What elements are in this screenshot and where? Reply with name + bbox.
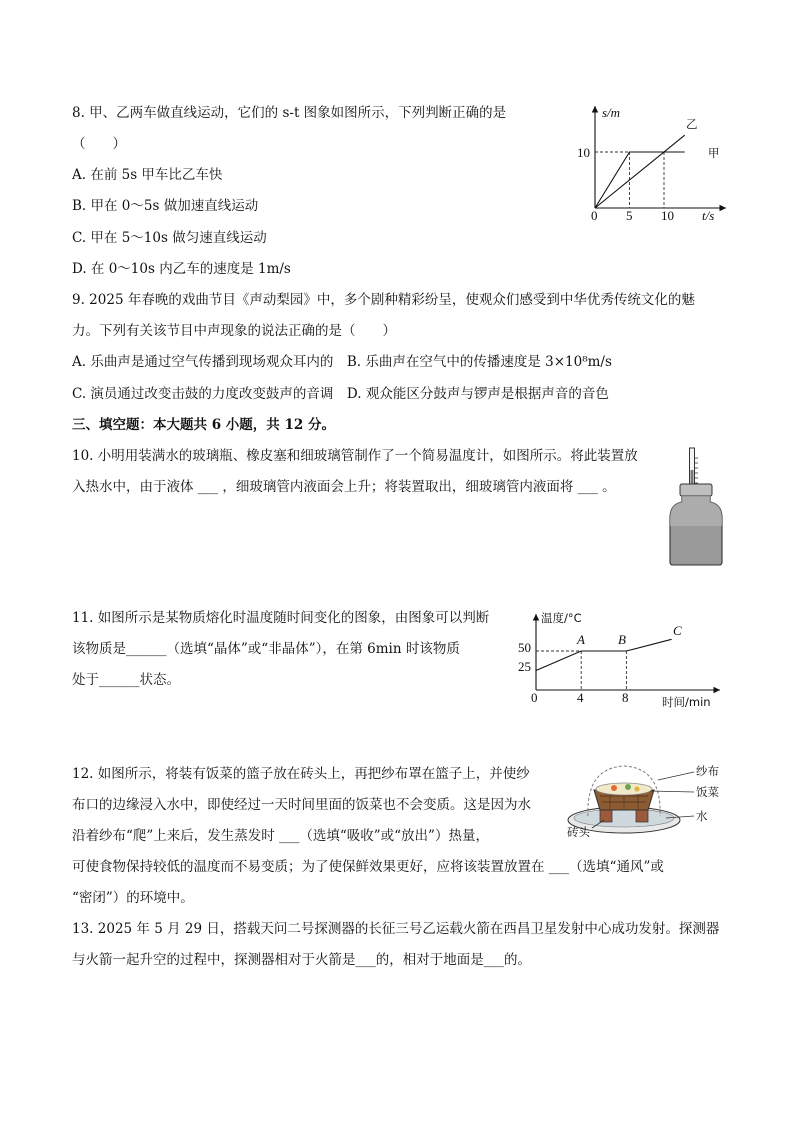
q10-line1: 10. 小明用装满水的玻璃瓶、橡皮塞和细玻璃管制作了一个简易温度计，如图所示。将此装置放	[72, 448, 638, 464]
st-x-label: t/s	[702, 208, 715, 223]
st-series	[595, 135, 685, 208]
food-pile	[596, 783, 652, 795]
melt-y-label: 温度/°C	[541, 611, 582, 625]
melt-y-tick-50: 50	[518, 640, 531, 655]
st-y-label: s/m	[602, 105, 621, 120]
st-origin: 0	[591, 208, 598, 223]
q12-line2: 布口的边缘浸入水中，即使经过一天时间里面的饭菜也不会变质。这是因为水	[72, 797, 531, 813]
q12-line3: 沿着纱布“爬”上来后，发生蒸发时 ___（选填“吸收”或“放出”）热量，	[72, 828, 489, 844]
st-label-jia: 甲	[708, 146, 720, 160]
q13-line2: 与火箭一起升空的过程中，探测器相对于火箭是___的，相对于地面是___的。	[72, 952, 531, 968]
label-food: 饭菜	[696, 785, 719, 799]
st-series-line-1	[595, 135, 685, 208]
st-x-tick-10: 10	[661, 208, 674, 223]
melt-point-b: B	[618, 632, 626, 647]
st-graph	[568, 98, 738, 226]
q9-line1: 9. 2025 年春晚的戏曲节目《声动梨园》中，多个剧种精彩纷呈，使观众们感受到中华优秀传统文化的魅	[72, 292, 695, 308]
q8-paren: （ ）	[72, 136, 126, 152]
q8-option-a: A. 在前 5s 甲车比乙车快	[72, 167, 223, 183]
label-brick: 砖头	[567, 825, 590, 839]
q8-stem: 8. 甲、乙两车做直线运动，它们的 s-t 图象如图所示，下列判断正确的是	[72, 105, 507, 121]
melt-guides	[536, 651, 626, 690]
melt-point-a: A	[577, 632, 585, 647]
q10-line2: 入热水中，由于液体 ___ ，细玻璃管内液面会上升；将装置取出，细玻璃管内液面将 ___ 。	[72, 479, 616, 495]
q12-line4: 可使食物保持较低的温度而不易变质；为了使保鲜效果更好，应将该装置放置在 ___（选填“通风”或	[72, 859, 664, 875]
q8-option-c: C. 甲在 5～10s 做匀速直线运动	[72, 230, 267, 246]
q9-row2: C. 演员通过改变击鼓的力度改变鼓声的音调 D. 观众能区分鼓声与锣声是根据声音的音色	[72, 386, 609, 402]
q9-row1: A. 乐曲声是通过空气传播到现场观众耳内的 B. 乐曲声在空气中的传播速度是 3×10⁸m/s	[72, 354, 612, 370]
section-heading: 三、填空题：本大题共 6 小题，共 12 分。	[72, 417, 335, 433]
st-x-tick-5: 5	[626, 208, 633, 223]
q9-line2: 力。下列有关该节目中声现象的说法正确的是（ ）	[72, 323, 396, 339]
label-water: 水	[696, 809, 708, 823]
melt-series-line-0	[536, 639, 672, 670]
melt-y-tick-25: 25	[518, 659, 531, 674]
q11-line2: 该物质是______（选填“晶体”或“非晶体”），在第 6min 时该物质	[72, 641, 460, 657]
q11-line3: 处于______状态。	[72, 672, 180, 688]
q12-line5: “密闭”）的环境中。	[72, 890, 194, 906]
q8-option-b: B. 甲在 0～5s 做加速直线运动	[72, 198, 259, 214]
q13-line1: 13. 2025 年 5 月 29 日，搭载天问二号探测器的长征三号乙运载火箭在西昌卫星发射中心成功发射。探测器	[72, 921, 720, 937]
q11-line1: 11. 如图所示是某物质熔化时温度随时间变化的图象，由图象可以判断	[72, 610, 490, 626]
st-series-line-0	[595, 152, 685, 208]
melting-graph	[512, 604, 728, 714]
q12-line1: 12. 如图所示，将装有饭菜的篮子放在砖头上，再把纱布罩在篮子上，并使纱	[72, 766, 530, 782]
melt-origin: 0	[531, 690, 538, 705]
rubber-stopper	[680, 484, 712, 496]
q8-option-d: D. 在 0～10s 内乙车的速度是 1m/s	[72, 261, 291, 277]
melt-x-label: 时间/min	[662, 695, 711, 709]
melt-x-tick-8: 8	[622, 690, 629, 705]
food-basket-figure	[562, 758, 732, 848]
thermometer-bottle-figure	[664, 446, 728, 568]
melt-series	[536, 639, 672, 670]
label-gauze: 纱布	[696, 764, 719, 778]
st-y-tick-10: 10	[577, 145, 590, 160]
st-label-yi: 乙	[686, 117, 698, 131]
melt-point-c: C	[673, 623, 682, 638]
melt-x-tick-4: 4	[577, 690, 584, 705]
